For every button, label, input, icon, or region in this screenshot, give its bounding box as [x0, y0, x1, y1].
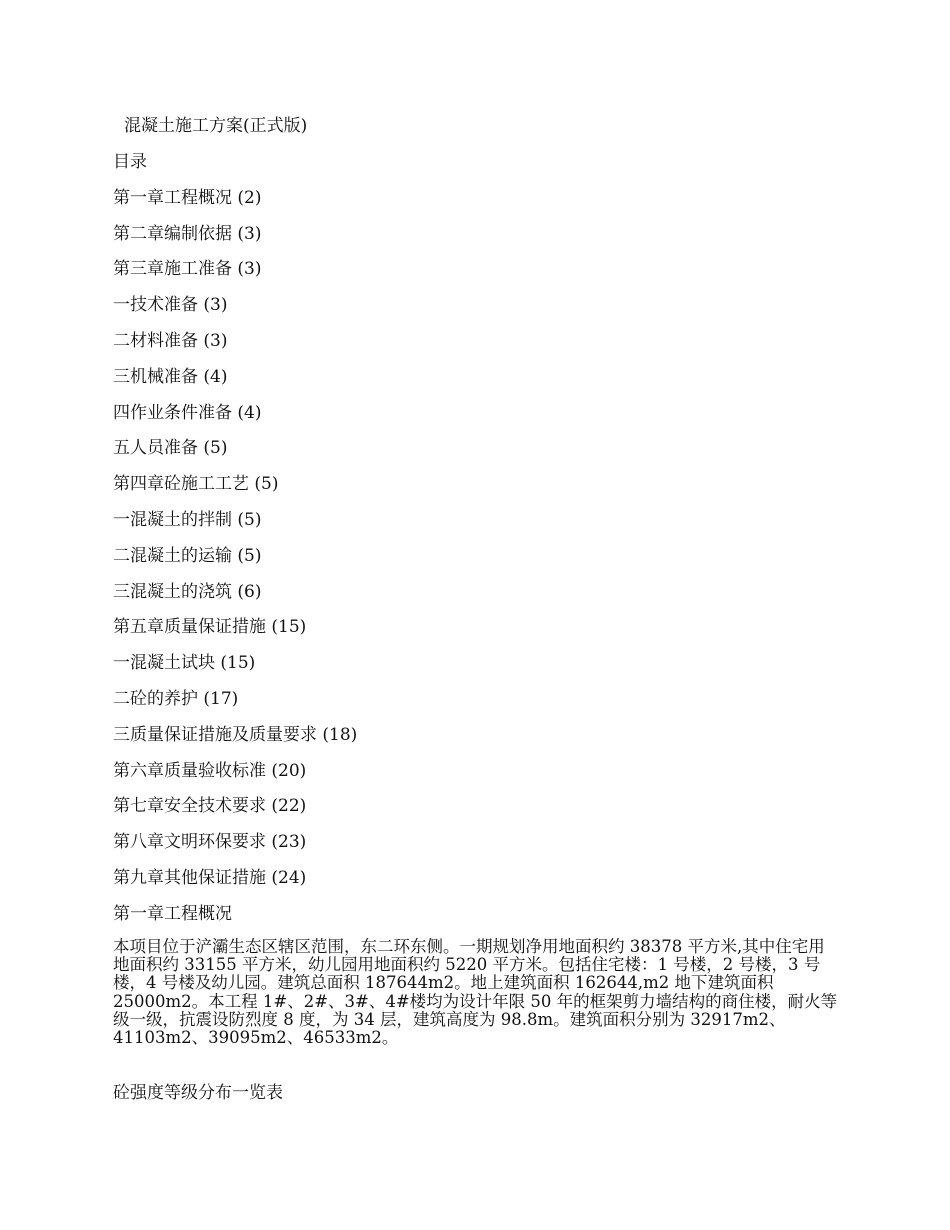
toc-item: 二材料准备 (3) — [113, 330, 228, 351]
toc-item: 二砼的养护 (17) — [113, 688, 239, 709]
toc-item: 四作业条件准备 (4) — [113, 402, 262, 423]
toc-item: 第四章砼施工工艺 (5) — [113, 474, 279, 495]
toc-item: 三混凝土的浇筑 (6) — [113, 581, 262, 602]
toc-item: 二混凝土的运输 (5) — [113, 545, 262, 566]
toc-item: 第二章编制依据 (3) — [113, 223, 262, 244]
toc-item: 一技术准备 (3) — [113, 295, 228, 316]
section-heading: 第一章工程概况 — [113, 904, 232, 924]
toc-item: 一混凝土的拌制 (5) — [113, 509, 262, 530]
toc-item: 第七章安全技术要求 (22) — [113, 796, 307, 817]
toc-item: 第五章质量保证措施 (15) — [113, 617, 307, 638]
toc-item: 第八章文明环保要求 (23) — [113, 832, 307, 853]
table-caption: 砼强度等级分布一览表 — [113, 1083, 283, 1103]
toc-item: 第九章其他保证措施 (24) — [113, 867, 307, 888]
document-title: 混凝土施工方案(正式版) — [124, 116, 308, 136]
toc-item: 五人员准备 (5) — [113, 438, 228, 459]
toc-item: 第六章质量验收标准 (20) — [113, 760, 307, 781]
toc-heading: 目录 — [113, 152, 147, 172]
toc-item: 第一章工程概况 (2) — [113, 187, 262, 208]
toc-item: 一混凝土试块 (15) — [113, 653, 256, 674]
table-of-contents — [113, 150, 357, 902]
section-paragraph: 本项目位于浐灞生态区辖区范围，东二环东侧。一期规划净用地面积约 38378 平方米,其中住宅用地面积约 33155 平方米，幼儿园用地面积约 5220 平方米。包括住宅楼：1 号楼，2 号楼，3 号楼，4 号楼及幼儿园。建筑总面积 187644m2。地上建筑面积 162644,m2 地下建筑面积 25000m2。本工程 1#、2#、3#、4#楼均为设计年限 50 年的框架剪力墙结构的商住楼，耐火等级一级，抗震设防烈度 8 度，为 34 层，建筑高度为 98.8m。建筑面积分别为 32917m2、41103m2、39095m2、46533m2。 — [113, 937, 838, 1048]
toc-item: 三质量保证措施及质量要求 (18) — [113, 724, 358, 745]
toc-item: 三机械准备 (4) — [113, 366, 228, 387]
toc-item: 第三章施工准备 (3) — [113, 259, 262, 280]
